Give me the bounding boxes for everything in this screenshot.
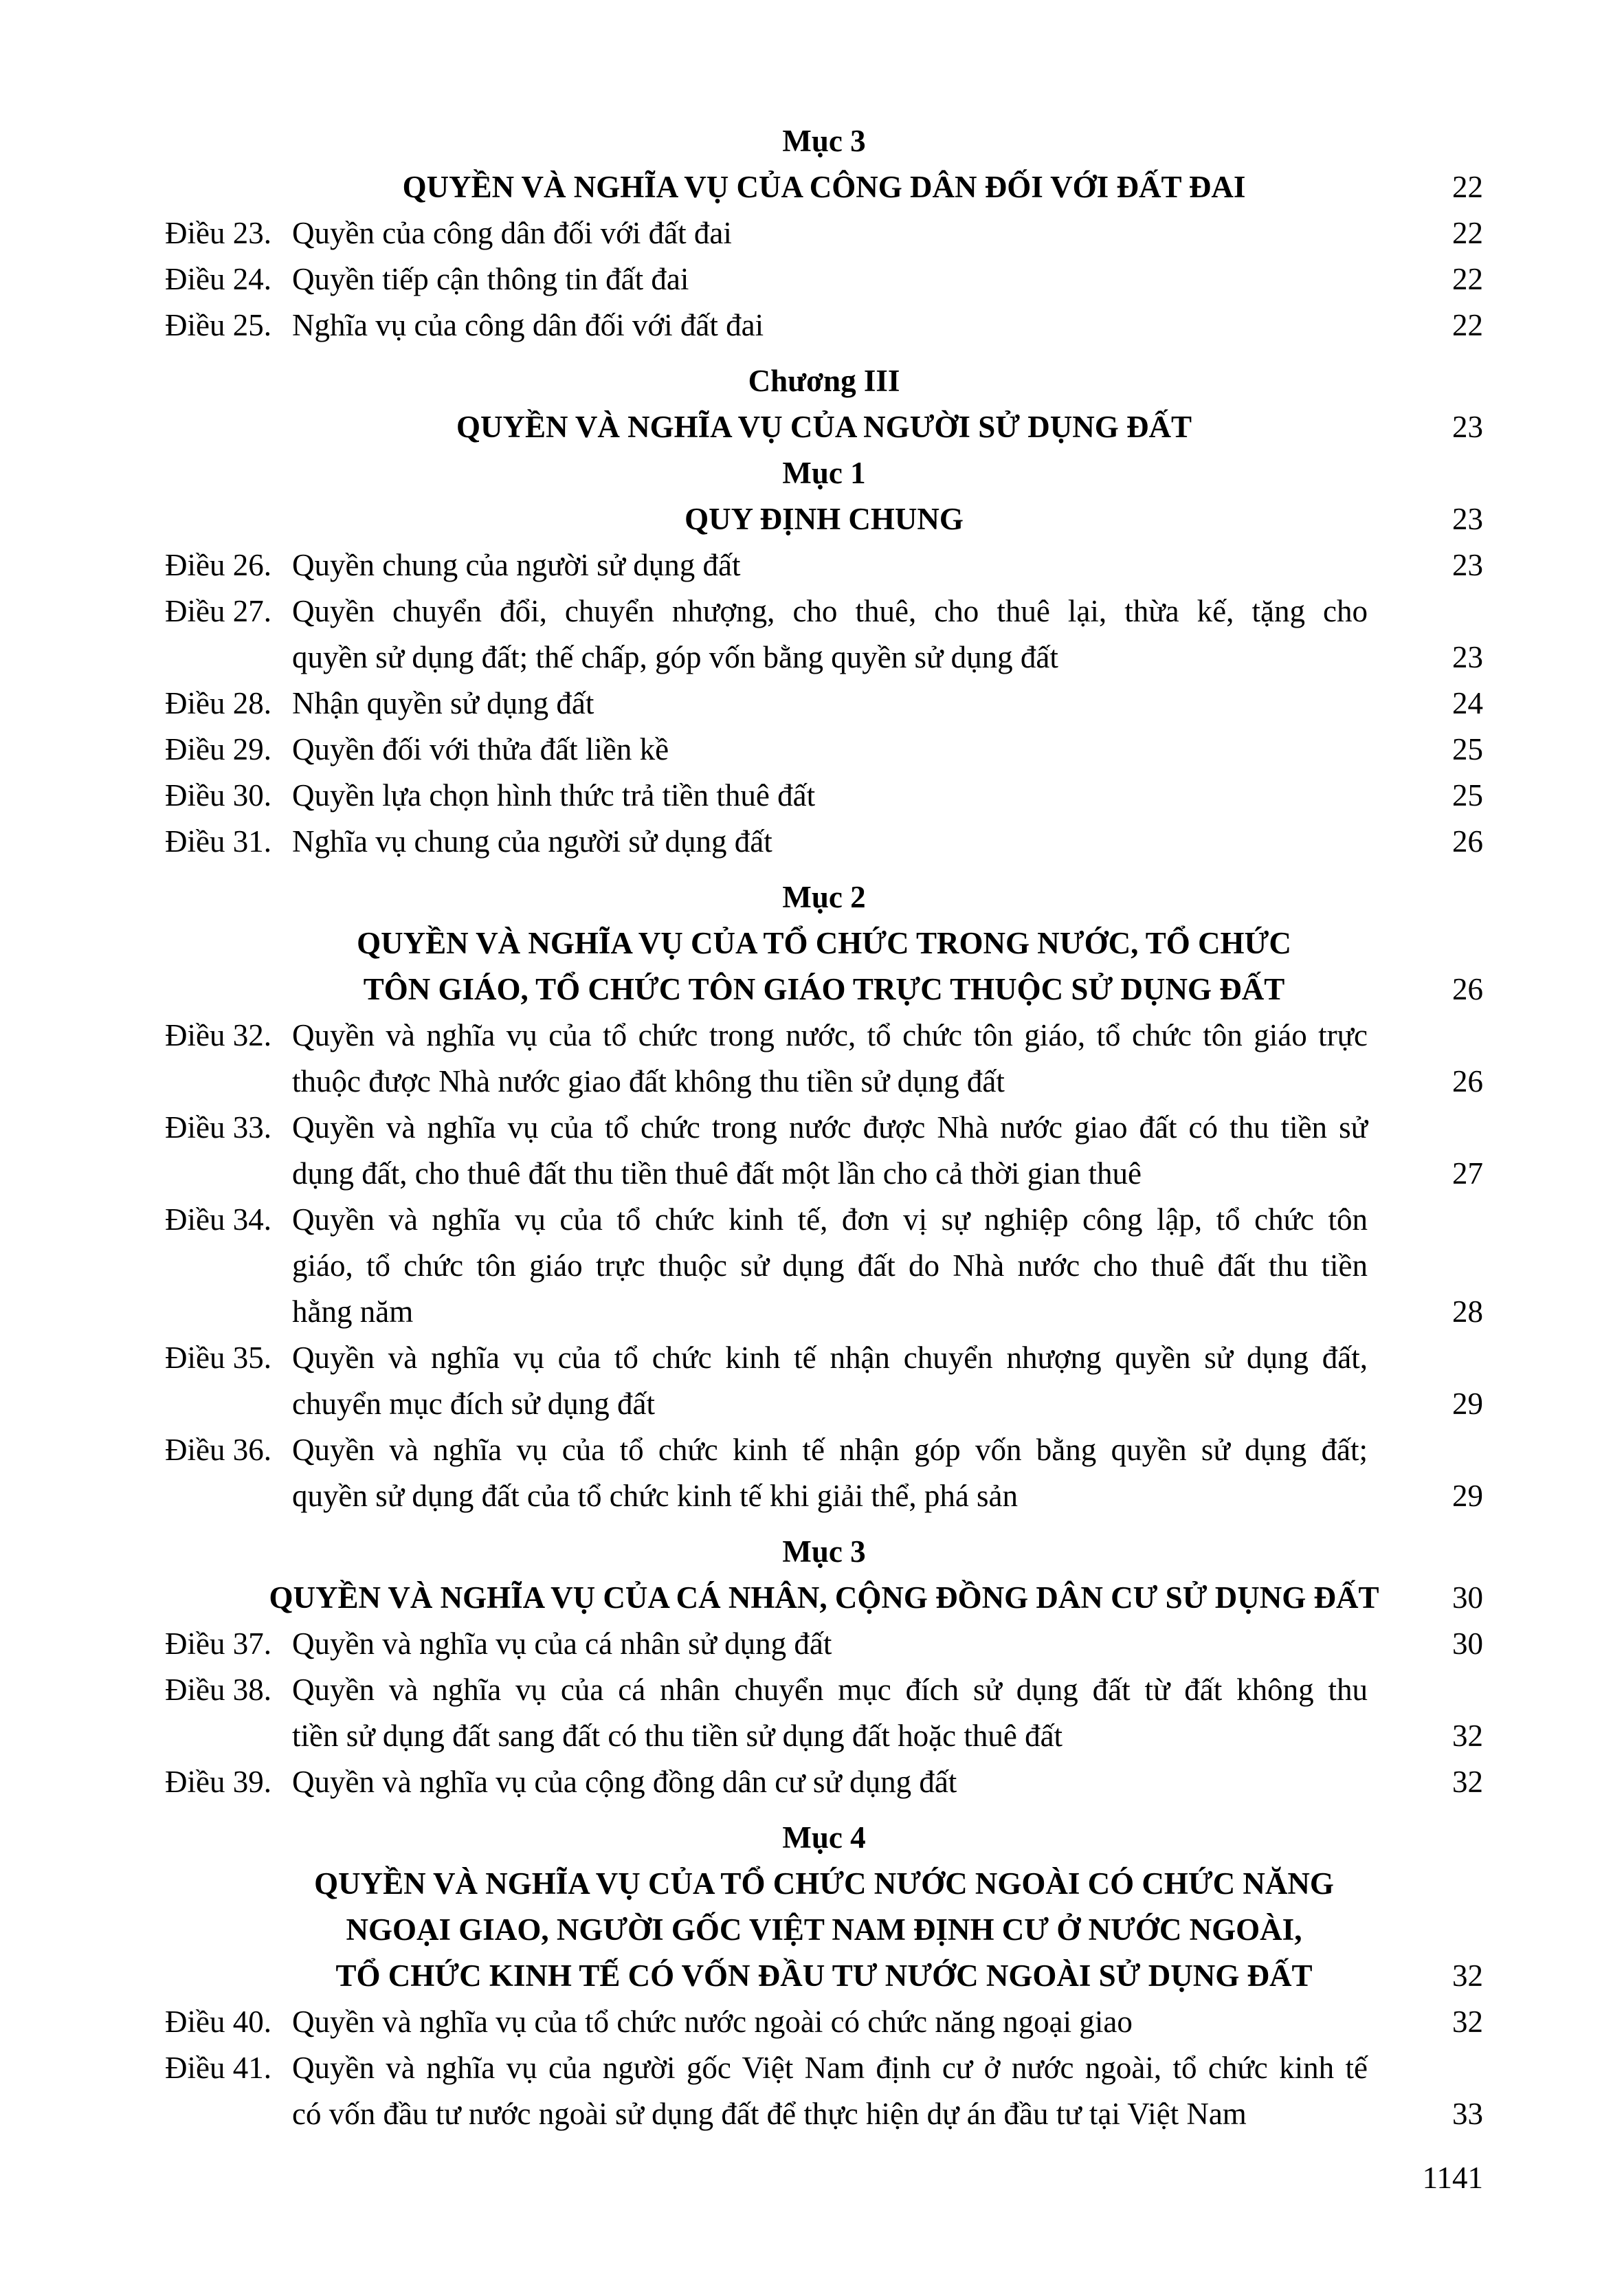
article-title-text: quyền sử dụng đất; thế chấp, góp vốn bằng quyền sử dụng đất bbox=[292, 640, 1058, 674]
toc-article-entry bbox=[165, 1999, 1483, 2045]
heading-text: TÔN GIÁO, TỔ CHỨC TÔN GIÁO TRỰC THUỘC SỬ DỤNG ĐẤT bbox=[363, 972, 1285, 1006]
article-number-label: Điều 26. bbox=[165, 548, 271, 582]
article-title-text: Quyền lựa chọn hình thức trả tiền thuê đất bbox=[292, 778, 816, 813]
article-title-text: Nghĩa vụ của công dân đối với đất đai bbox=[292, 308, 764, 342]
heading-text: QUYỀN VÀ NGHĨA VỤ CỦA CÁ NHÂN, CỘNG ĐỒNG DÂN CƯ SỬ DỤNG ĐẤT bbox=[269, 1580, 1379, 1615]
article-title-text: Quyền và nghĩa vụ của tổ chức nước ngoài có chức năng ngoại giao bbox=[292, 2005, 1133, 2039]
article-title-text: Quyền và nghĩa vụ của cộng đồng dân cư sử dụng đất bbox=[292, 1765, 957, 1799]
article-title-text: Quyền và nghĩa vụ của cá nhân sử dụng đất bbox=[292, 1626, 832, 1661]
toc-article-entry bbox=[165, 302, 1483, 349]
toc-article-entry bbox=[165, 1427, 1483, 1519]
entry-page-number: 23 bbox=[1452, 640, 1483, 674]
toc-line bbox=[165, 118, 1483, 164]
toc-line bbox=[165, 1529, 1483, 1575]
toc-article-entry bbox=[165, 256, 1483, 302]
toc-line bbox=[165, 1815, 1483, 1861]
toc-section-heading bbox=[165, 1575, 1483, 1621]
toc-line bbox=[165, 404, 1483, 450]
article-title-text: Nghĩa vụ chung của người sử dụng đất bbox=[292, 824, 772, 859]
toc-article-entry bbox=[165, 1621, 1483, 1667]
toc-line bbox=[165, 542, 1483, 588]
toc-line bbox=[165, 302, 1483, 349]
toc-section-heading bbox=[165, 496, 1483, 542]
article-title-text: thuộc được Nhà nước giao đất không thu tiền sử dụng đất bbox=[292, 1064, 1005, 1099]
article-number-label: Điều 24. bbox=[165, 262, 271, 296]
article-title-text: hằng năm bbox=[292, 1294, 414, 1329]
article-title-text: Quyền và nghĩa vụ của tổ chức kinh tế, đơn vị sự nghiệp công lập, tổ chức tôn bbox=[292, 1202, 1368, 1237]
article-number-label: Điều 38. bbox=[165, 1673, 271, 1707]
toc-line bbox=[165, 1059, 1483, 1105]
toc-line bbox=[165, 1713, 1483, 1759]
article-title-text: Quyền và nghĩa vụ của tổ chức kinh tế nhận góp vốn bằng quyền sử dụng đất; bbox=[292, 1433, 1368, 1467]
toc-line bbox=[165, 1667, 1483, 1713]
toc-article-entry bbox=[165, 1105, 1483, 1197]
toc-article-entry bbox=[165, 542, 1483, 588]
toc-line bbox=[165, 967, 1483, 1013]
article-title-text: chuyển mục đích sử dụng đất bbox=[292, 1387, 656, 1421]
heading-text: Mục 1 bbox=[782, 456, 866, 490]
toc-line bbox=[165, 450, 1483, 496]
heading-text: QUYỀN VÀ NGHĨA VỤ CỦA NGƯỜI SỬ DỤNG ĐẤT bbox=[456, 410, 1192, 444]
article-title-text: quyền sử dụng đất của tổ chức kinh tế khi giải thể, phá sản bbox=[292, 1479, 1019, 1513]
entry-page-number: 32 bbox=[1452, 2005, 1483, 2039]
entry-page-number: 32 bbox=[1452, 1719, 1483, 1753]
toc-section-heading bbox=[165, 358, 1483, 404]
heading-text: TỔ CHỨC KINH TẾ CÓ VỐN ĐẦU TƯ NƯỚC NGOÀI SỬ DỤNG ĐẤT bbox=[335, 1958, 1313, 1993]
entry-page-number: 30 bbox=[1452, 1626, 1483, 1661]
toc-line bbox=[165, 210, 1483, 256]
toc-article-entry bbox=[165, 681, 1483, 727]
toc-line bbox=[165, 588, 1483, 634]
article-title-text: Quyền của công dân đối với đất đai bbox=[292, 216, 732, 250]
toc-line bbox=[165, 1013, 1483, 1059]
heading-text: Mục 3 bbox=[782, 124, 866, 158]
entry-page-number: 27 bbox=[1452, 1156, 1483, 1191]
toc-section-heading bbox=[165, 1861, 1483, 1999]
entry-page-number: 24 bbox=[1452, 686, 1483, 720]
toc-article-entry bbox=[165, 1667, 1483, 1759]
article-number-label: Điều 30. bbox=[165, 778, 271, 813]
toc-line bbox=[165, 164, 1483, 210]
article-title-text: Quyền và nghĩa vụ của tổ chức kinh tế nhận chuyển nhượng quyền sử dụng đất, bbox=[292, 1340, 1368, 1375]
article-number-label: Điều 25. bbox=[165, 308, 271, 342]
toc-article-entry bbox=[165, 819, 1483, 865]
heading-text: QUY ĐỊNH CHUNG bbox=[685, 502, 964, 536]
toc-article-entry bbox=[165, 1013, 1483, 1105]
toc-line bbox=[165, 681, 1483, 727]
entry-page-number: 30 bbox=[1452, 1580, 1483, 1615]
article-number-label: Điều 37. bbox=[165, 1626, 271, 1661]
toc-line bbox=[165, 1335, 1483, 1381]
toc-line bbox=[165, 1861, 1483, 1907]
article-number-label: Điều 27. bbox=[165, 594, 271, 628]
entry-page-number: 32 bbox=[1452, 1765, 1483, 1799]
toc-article-entry bbox=[165, 210, 1483, 256]
heading-text: QUYỀN VÀ NGHĨA VỤ CỦA CÔNG DÂN ĐỐI VỚI ĐẤT ĐAI bbox=[402, 170, 1246, 204]
article-title-text: Quyền chung của người sử dụng đất bbox=[292, 548, 741, 582]
entry-page-number: 26 bbox=[1452, 824, 1483, 859]
article-number-label: Điều 32. bbox=[165, 1018, 271, 1052]
toc-line bbox=[165, 1289, 1483, 1335]
article-number-label: Điều 41. bbox=[165, 2051, 271, 2085]
toc-line bbox=[165, 256, 1483, 302]
toc-line bbox=[165, 1473, 1483, 1519]
toc-line bbox=[165, 773, 1483, 819]
toc-line bbox=[165, 1575, 1483, 1621]
toc-line bbox=[165, 496, 1483, 542]
toc-line bbox=[165, 1427, 1483, 1473]
article-title-text: Quyền và nghĩa vụ của cá nhân chuyển mục đích sử dụng đất từ đất không thu bbox=[292, 1673, 1368, 1707]
entry-page-number: 25 bbox=[1452, 778, 1483, 813]
article-number-label: Điều 35. bbox=[165, 1340, 271, 1375]
toc-line bbox=[165, 1953, 1483, 1999]
toc-line bbox=[165, 1105, 1483, 1151]
toc-line bbox=[165, 634, 1483, 681]
toc-line bbox=[165, 1243, 1483, 1289]
entry-page-number: 33 bbox=[1452, 2097, 1483, 2131]
entry-page-number: 22 bbox=[1452, 216, 1483, 250]
toc-line bbox=[165, 1621, 1483, 1667]
heading-text: Chương III bbox=[748, 364, 900, 398]
entry-page-number: 23 bbox=[1452, 502, 1483, 536]
entry-page-number: 22 bbox=[1452, 262, 1483, 296]
article-number-label: Điều 36. bbox=[165, 1433, 271, 1467]
toc-section-heading bbox=[165, 874, 1483, 920]
toc-section-heading bbox=[165, 920, 1483, 1013]
article-title-text: Quyền và nghĩa vụ của người gốc Việt Nam định cư ở nước ngoài, tổ chức kinh tế bbox=[292, 2051, 1368, 2085]
toc-line bbox=[165, 358, 1483, 404]
toc-line bbox=[165, 1759, 1483, 1805]
article-number-label: Điều 31. bbox=[165, 824, 271, 859]
toc-article-entry bbox=[165, 1759, 1483, 1805]
article-title-text: dụng đất, cho thuê đất thu tiền thuê đất một lần cho cả thời gian thuê bbox=[292, 1156, 1142, 1191]
entry-page-number: 28 bbox=[1452, 1294, 1483, 1329]
toc-line bbox=[165, 1151, 1483, 1197]
toc-article-entry bbox=[165, 773, 1483, 819]
article-title-text: Nhận quyền sử dụng đất bbox=[292, 686, 594, 720]
entry-page-number: 23 bbox=[1452, 410, 1483, 444]
article-title-text: Quyền đối với thửa đất liền kề bbox=[292, 732, 669, 766]
entry-page-number: 22 bbox=[1452, 308, 1483, 342]
toc-section-heading bbox=[165, 118, 1483, 164]
article-title-text: Quyền tiếp cận thông tin đất đai bbox=[292, 262, 689, 296]
article-title-text: giáo, tổ chức tôn giáo trực thuộc sử dụng đất do Nhà nước cho thuê đất thu tiền bbox=[292, 1248, 1368, 1283]
page-footer bbox=[0, 2137, 1624, 2201]
article-number-label: Điều 33. bbox=[165, 1110, 271, 1145]
entry-page-number: 29 bbox=[1452, 1479, 1483, 1513]
toc-line bbox=[165, 874, 1483, 920]
article-number-label: Điều 29. bbox=[165, 732, 271, 766]
heading-text: Mục 3 bbox=[782, 1534, 866, 1569]
entry-page-number: 23 bbox=[1452, 548, 1483, 582]
toc-line bbox=[165, 819, 1483, 865]
article-number-label: Điều 39. bbox=[165, 1765, 271, 1799]
entry-page-number: 25 bbox=[1452, 732, 1483, 766]
toc-line bbox=[165, 1999, 1483, 2045]
article-title-text: Quyền chuyển đổi, chuyển nhượng, cho thuê, cho thuê lại, thừa kế, tặng cho bbox=[292, 594, 1368, 628]
article-title-text: có vốn đầu tư nước ngoài sử dụng đất để thực hiện dự án đầu tư tại Việt Nam bbox=[292, 2097, 1247, 2131]
toc-line bbox=[165, 1381, 1483, 1427]
heading-text: Mục 4 bbox=[782, 1820, 866, 1855]
article-title-text: Quyền và nghĩa vụ của tổ chức trong nước được Nhà nước giao đất có thu tiền sử bbox=[292, 1110, 1368, 1145]
heading-text: QUYỀN VÀ NGHĨA VỤ CỦA TỔ CHỨC TRONG NƯỚC, TỔ CHỨC bbox=[357, 926, 1291, 960]
entry-page-number: 26 bbox=[1452, 972, 1483, 1006]
entry-page-number: 29 bbox=[1452, 1387, 1483, 1421]
entry-page-number: 22 bbox=[1452, 170, 1483, 204]
entry-page-number: 26 bbox=[1452, 1064, 1483, 1099]
toc-section-heading bbox=[165, 404, 1483, 450]
folio-number: 1141 bbox=[1422, 2161, 1483, 2195]
heading-text: NGOẠI GIAO, NGƯỜI GỐC VIỆT NAM ĐỊNH CƯ Ở NƯỚC NGOÀI, bbox=[346, 1912, 1302, 1947]
article-title-text: tiền sử dụng đất sang đất có thu tiền sử dụng đất hoặc thuê đất bbox=[292, 1719, 1063, 1753]
entry-page-number: 32 bbox=[1452, 1958, 1483, 1993]
article-number-label: Điều 34. bbox=[165, 1202, 271, 1237]
toc-article-entry bbox=[165, 727, 1483, 773]
toc-line bbox=[165, 920, 1483, 967]
article-title-text: Quyền và nghĩa vụ của tổ chức trong nước, tổ chức tôn giáo, tổ chức tôn giáo trực bbox=[292, 1018, 1368, 1052]
toc-line bbox=[165, 727, 1483, 773]
toc-section-heading bbox=[165, 1529, 1483, 1575]
toc-line bbox=[165, 2045, 1483, 2091]
toc-article-entry bbox=[165, 588, 1483, 681]
toc-article-entry bbox=[165, 1197, 1483, 1335]
heading-text: Mục 2 bbox=[782, 880, 866, 914]
toc-article-entry bbox=[165, 2045, 1483, 2137]
article-number-label: Điều 28. bbox=[165, 686, 271, 720]
article-number-label: Điều 40. bbox=[165, 2005, 271, 2039]
toc-section-heading bbox=[165, 164, 1483, 210]
heading-text: QUYỀN VÀ NGHĨA VỤ CỦA TỔ CHỨC NƯỚC NGOÀI CÓ CHỨC NĂNG bbox=[314, 1866, 1334, 1901]
toc-line bbox=[165, 2091, 1483, 2137]
toc-section-heading bbox=[165, 450, 1483, 496]
toc-article-entry bbox=[165, 1335, 1483, 1427]
toc-line bbox=[165, 1197, 1483, 1243]
toc-line bbox=[165, 1907, 1483, 1953]
article-number-label: Điều 23. bbox=[165, 216, 271, 250]
toc-section-heading bbox=[165, 1815, 1483, 1861]
